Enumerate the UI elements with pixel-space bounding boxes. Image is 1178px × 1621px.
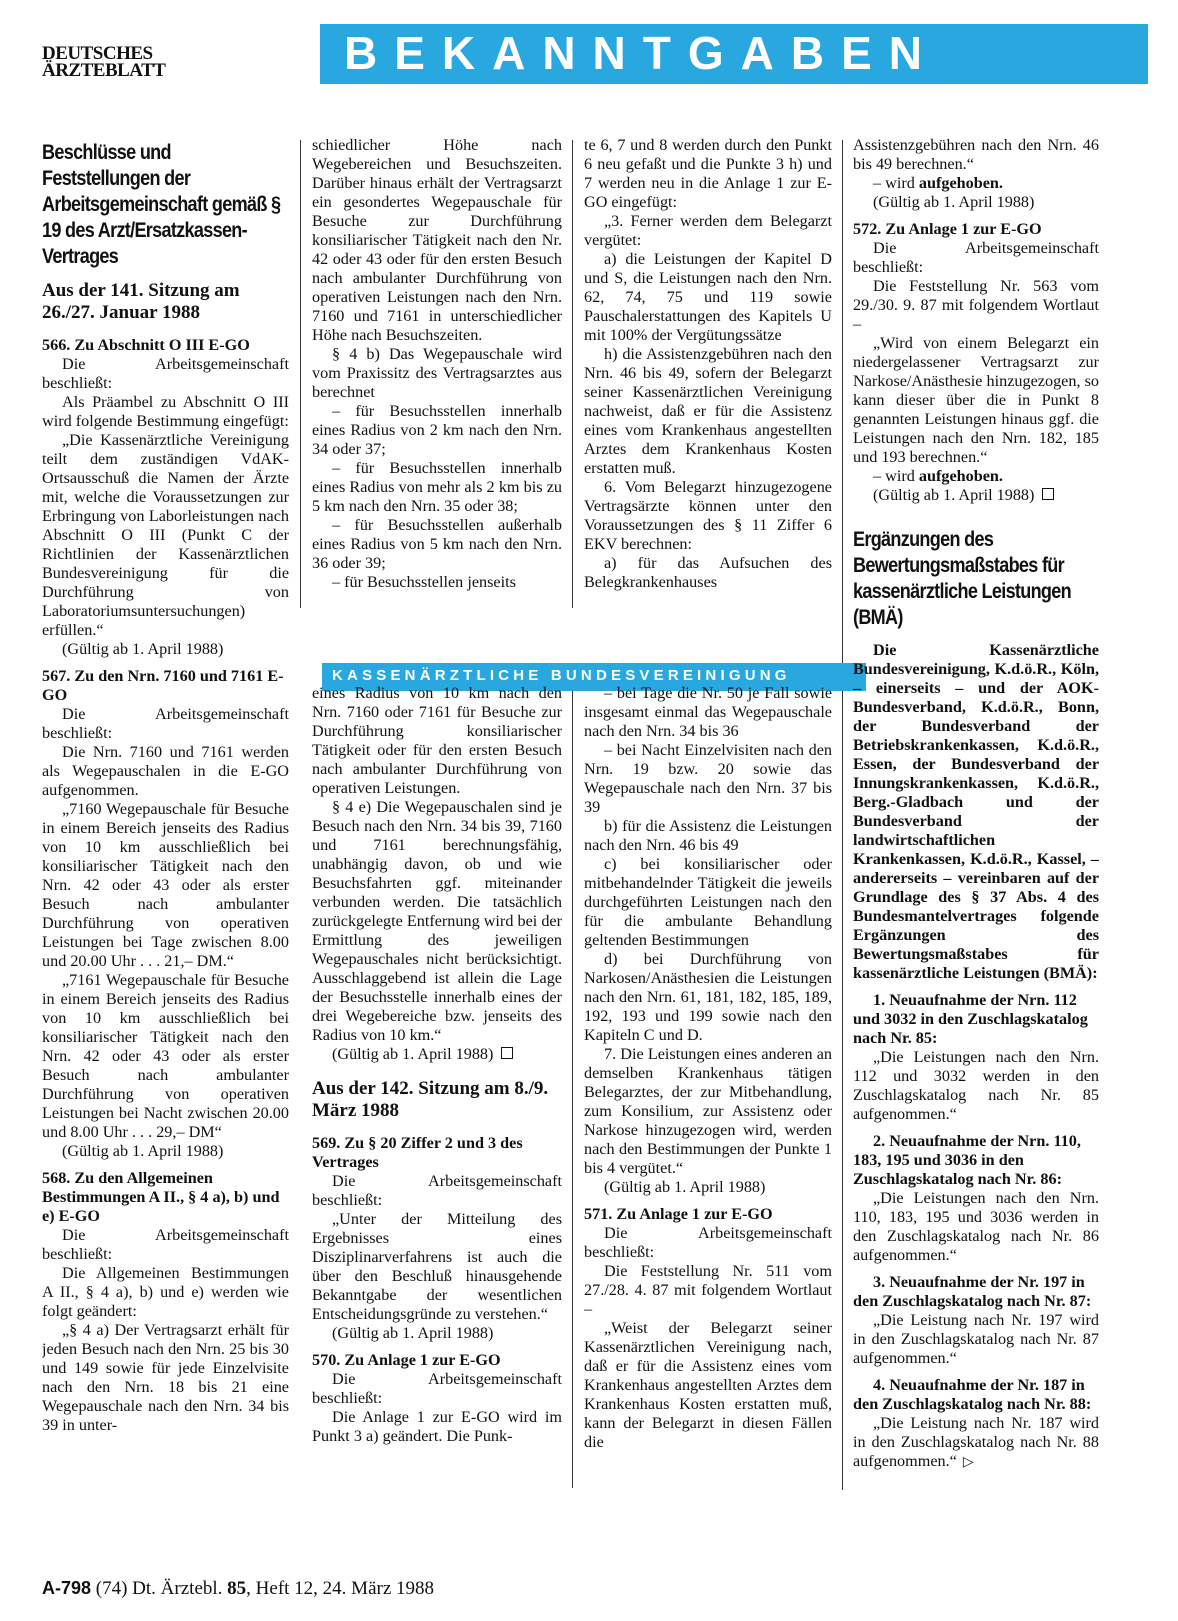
footer-text: , Heft 12, 24. März 1988 [246,1578,435,1599]
paragraph: „Die Leistung nach Nr. 197 wird in den Zuschlagskatalog nach Nr. 87 aufgenommen.“ [853,1311,1099,1367]
decision-572-heading: 572. Zu Anlage 1 zur E-GO [853,220,1042,238]
paragraph: Die Arbeitsgemeinschaft beschließt: [42,705,289,742]
paragraph: Assistenzgebühren nach den Nrn. 46 bis 49 berechnen.“ [853,136,1099,173]
item-4-heading: 4. Neuaufnahme der Nr. 187 in den Zuschlagskatalog nach Nr. 88: [853,1376,1092,1413]
session-heading: Aus der 142. Sitzung am 8./9. März 1988 [312,1078,549,1121]
text-bold: aufgehoben. [918,467,1003,485]
column-1 [42,140,289,1495]
paragraph: Die Feststellung Nr. 511 vom 27./28. 4. 87 mit folgendem Wortlaut – [584,1262,832,1318]
journal-logo [42,45,217,79]
validity-note [853,486,1099,505]
paragraph: c) bei konsiliarischer oder mitbehandelnder Tätigkeit die jeweils durchgeführten Leistungen nach den für die ambulante Behandlung geltenden Bestimmungen [584,855,832,949]
text: „Die Leistung nach Nr. 187 wird in den Zuschlagskatalog nach Nr. 88 aufgenommen.“ [853,1414,1099,1470]
validity-text: (Gültig ab 1. April 1988) [873,486,1035,504]
triangle-right-icon: ▷ [962,1455,974,1470]
paragraph: – für Besuchsstellen innerhalb eines Radius von mehr als 2 km bis zu 5 km nach den Nrn. 35 oder 38; [312,459,562,515]
paragraph [853,467,1099,486]
kbv-banner-text: KASSENÄRZTLICHE BUNDESVEREINIGUNG [332,667,791,684]
item-1-heading: 1. Neuaufnahme der Nrn. 112 und 3032 in den Zuschlagskatalog nach Nr. 85: [853,991,1088,1047]
paragraph: „Die Leistungen nach den Nrn. 110, 183, 195 und 3036 werden in den Zuschlagskatalog nach Nr. 86 aufgenommen.“ [853,1189,1099,1264]
column-2-lower [312,684,562,1494]
paragraph: „7160 Wegepauschale für Besuche in einem Bereich jenseits des Radius von 10 km ausschließlich bei konsiliarischer Tätigkeit nach den Nrn. 42 oder 43 oder als erster Besuch nach ambulanter Durchführung von operativen Leistungen bei Tage zwischen 8.00 und 20.00 Uhr . . . 21,– DM.“ [42,800,289,970]
column-3-lower [584,684,832,1494]
validity-note: (Gültig ab 1. April 1988) [62,1142,224,1160]
paragraph: b) für die Assistenz die Leistungen nach den Nrn. 46 bis 49 [584,817,832,854]
end-of-article-icon [501,1047,513,1059]
paragraph: § 4 e) Die Wegepauschalen sind je Besuch nach den Nrn. 34 bis 39, 7160 und 7161 berechnungsfähig, unabhängig davon, ob und wie Besuchsfahrten ggf. miteinander verbunden werden. Die tatsächlich zurückgelegte Entfernung wird bei der Ermittlung des jeweiligen Wegepauschales nicht berücksichtigt. Ausschlaggebend ist allein die Lage der Besuchsstelle innerhalb eines der drei Wegebereiche bzw. jenseits des Radius von 10 km.“ [312,798,562,1044]
paragraph: – für Besuchsstellen jenseits [332,573,516,591]
validity-note: (Gültig ab 1. April 1988) [873,193,1035,211]
validity-text: (Gültig ab 1. April 1988) [332,1045,494,1063]
paragraph: Die Arbeitsgemeinschaft beschließt: [853,239,1099,276]
paragraph: a) für das Aufsuchen des Belegkrankenhauses [584,554,832,591]
column-4 [853,136,1099,1496]
paragraph: Die Nrn. 7160 und 7161 werden als Wegepauschalen in die E-GO aufgenommen. [42,743,289,799]
column-divider [572,688,573,1488]
validity-note: (Gültig ab 1. April 1988) [332,1324,494,1342]
paragraph: „Unter der Mitteilung des Ergebnisses eines Disziplinarverfahrens ist auch die über den Beschluß hinausgehende Bekanntgabe der wesentlichen Entscheidungsgründe zu verstehen.“ [312,1210,562,1323]
text: – wird [873,174,919,192]
paragraph: „Wird von einem Belegarzt ein niedergelassener Vertragsarzt zur Narkose/Anästhesie hinzugezogen, so kann dieser über die in Punkt 8 genannten Leistungen hinaus ggf. die Leistungen nach den Nrn. 182, 185 und 193 berechnen.“ [853,334,1099,466]
paragraph: „Die Leistungen nach den Nrn. 112 und 3032 werden in den Zuschlagskatalog nach Nr. 85 aufgenommen.“ [853,1048,1099,1123]
column-3-upper [584,136,832,611]
validity-note: (Gültig ab 1. April 1988) [62,640,224,658]
validity-note: (Gültig ab 1. April 1988) [604,1178,766,1196]
section-banner [320,24,1148,84]
page-number: A-798 [42,1578,92,1598]
paragraph: schiedlicher Höhe nach Wegebereichen und Besuchszeiten. Darüber hinaus erhält der Vertragsarzt ein gesondertes Wegepauschale für Besuche zur Durchführung konsiliarischer Tätigkeit nach den Nr. 42 oder 43 oder für den ersten Besuch nach ambulanter Durchführung von operativen Leistungen nach den Nrn. 7160 und 7161 in unterschiedlicher Höhe nach Besuchszeiten. [312,136,562,344]
paragraph: § 4 b) Das Wegepauschale wird vom Praxissitz des Vertragsarztes aus berechnet [312,345,562,401]
column-2-upper [312,136,562,611]
validity-note [312,1045,562,1064]
paragraph: Als Präambel zu Abschnitt O III wird folgende Bestimmung eingefügt: [42,393,289,430]
end-of-article-icon [1042,488,1054,500]
session-heading: Aus der 141. Sitzung am 26./27. Januar 1988 [42,280,240,323]
paragraph: 6. Vom Belegarzt hinzugezogene Vertragsärzte können unter den Voraussetzungen des § 11 Ziffer 6 EKV berechnen: [584,478,832,553]
paragraph: „Weist der Belegarzt seiner Kassenärztlichen Vereinigung nach, daß er für die Assistenz eines vom Krankenhaus angestellten Arztes dem Krankenhaus Kosten erstatten muß, kann der Belegarzt in diesen Fällen die [584,1319,832,1451]
paragraph: „3. Ferner werden dem Belegarzt vergütet: [584,212,832,249]
paragraph: „7161 Wegepauschale für Besuche in einem Bereich jenseits des Radius von 10 km ausschließlich bei konsiliarischer Tätigkeit nach den Nrn. 42 oder 43 oder als erster Besuch nach ambulanter Durchführung von operativen Leistungen bei Nacht zwischen 20.00 und 8.00 Uhr . . . 29,– DM“ [42,971,289,1141]
volume-number: 85 [227,1578,247,1599]
column-divider [842,140,843,1490]
paragraph: eines Radius von 10 km nach den Nrn. 7160 oder 7161 für Besuche zur Durchführung konsiliarischer Tätigkeit oder für den ersten Besuch nach ambulanter Durchführung von operativen Leistungen. [312,684,562,797]
logo-line-2: ÄRZTEBLATT [42,60,166,81]
column-divider [300,140,301,608]
item-2-heading: 2. Neuaufnahme der Nrn. 110, 183, 195 und 3036 in den Zuschlagskatalog nach Nr. 86: [853,1132,1081,1188]
paragraph: – für Besuchsstellen innerhalb eines Radius von 2 km nach den Nrn. 34 oder 37; [312,402,562,458]
text: – wird [873,467,919,485]
text-bold: aufgehoben. [918,174,1003,192]
section-banner-text: BEKANNTGABEN [344,27,939,79]
decision-571-heading: 571. Zu Anlage 1 zur E-GO [584,1205,773,1223]
paragraph: a) die Leistungen der Kapitel D und S, die Leistungen nach den Nrn. 62, 74, 75 und 119 sowie Pauschalerstattungen des Kapitels U mit 100% der Vergütungssätze [584,250,832,344]
paragraph: Die Feststellung Nr. 563 vom 29./30. 9. 87 mit folgendem Wortlaut – [853,277,1099,333]
paragraph [853,1414,1099,1472]
paragraph: h) die Assistenzgebühren nach den Nrn. 46 bis 49, sofern der Belegarzt seiner Kassenärztlichen Vereinigung nachweist, daß er für die Assistenz eines vom Krankenhaus angestellten Arztes dem Krankenhaus Kosten erstatten muß. [584,345,832,477]
paragraph: Die Allgemeinen Bestimmungen A II., § 4 a), b) und e) werden wie folgt geändert: [42,1264,289,1320]
paragraph: 7. Die Leistungen eines anderen an demselben Krankenhaus tätigen Belegarztes, der zur Mitbehandlung, zum Konsilium, zur Assistenz oder Narkose hinzugezogen wird, werden nach den Bestimmungen der Punkte 1 bis 4 vergütet.“ [584,1045,832,1177]
decision-569-heading: 569. Zu § 20 Ziffer 2 und 3 des Vertrages [312,1134,523,1171]
paragraph: Die Arbeitsgemeinschaft beschließt: [42,1226,289,1263]
paragraph: Die Arbeitsgemeinschaft beschließt: [312,1370,562,1407]
paragraph: – für Besuchsstellen außerhalb eines Radius von 5 km nach den Nrn. 36 oder 39; [312,516,562,572]
paragraph: „§ 4 a) Der Vertragsarzt erhält für jeden Besuch nach den Nrn. 25 bis 30 und 149 sowie für jede Einzelvisite nach den Nrn. 18 bis 21 eine Wegepauschale nach den Nrn. 34 bis 39 in unter- [42,1321,289,1434]
paragraph: Die Arbeitsgemeinschaft beschließt: [312,1172,562,1209]
paragraph: – bei Tage die Nr. 50 je Fall sowie insgesamt einmal das Wegepauschale nach den Nrn. 34 bis 36 [584,684,832,740]
intro-paragraph: Die Kassenärztliche Bundesvereinigung, K.d.ö.R., Köln, – einerseits – und der AOK-Bundesverband, K.d.ö.R., Bonn, der Bundesverband der Betriebskrankenkassen, K.d.ö.R., Essen, der Bundesverband der Innungskrankenkassen, K.d.ö.R., Berg.-Gladbach und der Bundesverband der landwirtschaftlichen Krankenkassen, K.d.ö.R., Kassel, – andererseits – vereinbaren auf der Grundlage des § 37 Abs. 4 des Bundesmantelvertrages folgende Ergänzungen des Bewertungsmaßstabes für kassenärztliche Leistungen (BMÄ): [853,641,1099,982]
decision-567-heading: 567. Zu den Nrn. 7160 und 7161 E-GO [42,667,284,704]
footer-text: (74) Dt. Ärztebl. [91,1578,228,1599]
article-title: Ergänzungen des Bewertungsmaßstabes für kassenärztliche Leistungen (BMÄ) [853,528,1071,629]
decision-568-heading: 568. Zu den Allgemeinen Bestimmungen A II., § 4 a), b) und e) E-GO [42,1169,280,1225]
paragraph: d) bei Durchführung von Narkosen/Anästhesien die Leistungen nach den Nrn. 61, 181, 182, 185, 189, 192, 193 und 199 sowie nach den Kapiteln C und D. [584,950,832,1044]
paragraph [853,174,1099,193]
paragraph: Die Arbeitsgemeinschaft beschließt: [42,355,289,392]
article-title: Beschlüsse und Feststellungen der Arbeitsgemeinschaft gemäß § 19 des Arzt/Ersatzkassen-Vertrages [42,141,281,268]
paragraph: – bei Nacht Einzelvisiten nach den Nrn. 19 bzw. 20 sowie das Wegepauschale nach den Nrn. 37 bis 39 [584,741,832,816]
decision-570-heading: 570. Zu Anlage 1 zur E-GO [312,1351,501,1369]
logo-line-1: DEUTSCHES [42,43,153,64]
paragraph: Die Arbeitsgemeinschaft beschließt: [584,1224,832,1261]
paragraph: Die Anlage 1 zur E-GO wird im Punkt 3 a) geändert. Die Punk- [312,1408,562,1445]
paragraph: „Die Kassenärztliche Vereinigung teilt dem zuständigen VdAK-Ortsausschuß die Namen der Ärzte mit, welche die Voraussetzungen zur Erbringung von Laborleistungen nach Abschnitt O III (Punkt C der Richtlinien der Kassenärztlichen Bundesvereinigung für die Durchführung von Laboratoriumsuntersuchungen) erfüllen.“ [42,431,289,639]
paragraph: te 6, 7 und 8 werden durch den Punkt 6 neu gefaßt und die Punkte 3 h) und 7 werden neu in die Anlage 1 zur E-GO eingefügt: [584,136,832,211]
column-divider [572,140,573,608]
decision-566-heading: 566. Zu Abschnitt O III E-GO [42,336,250,354]
item-3-heading: 3. Neuaufnahme der Nr. 197 in den Zuschlagskatalog nach Nr. 87: [853,1273,1092,1310]
page-footer [42,1578,434,1600]
